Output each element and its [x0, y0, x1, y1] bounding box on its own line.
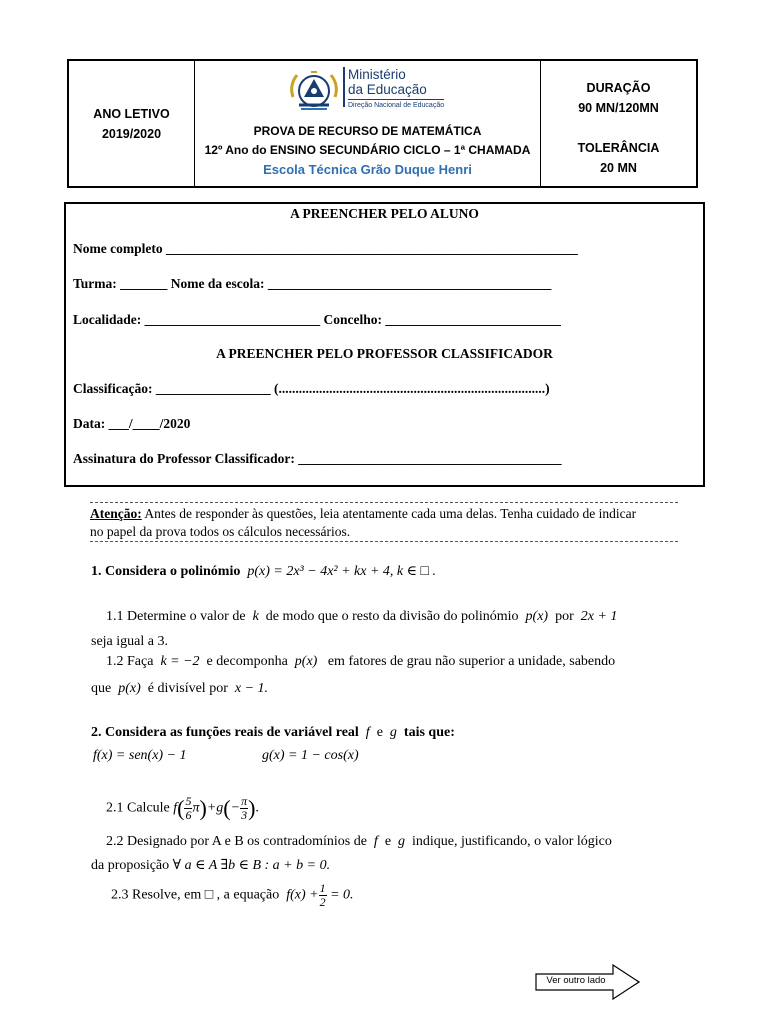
q22-and: e [384, 834, 392, 849]
q12-text-c: em fatores de grau não superior a unidade, sabendo [327, 654, 616, 669]
teacher-box-title: A PREENCHER PELO PROFESSOR CLASSIFICADOR [216, 346, 553, 361]
question-1-2: 1.2 Faça k = −2 e decomponha p(x) em fatores de grau não superior a unidade, sabendo [106, 654, 616, 669]
q11-text-c: por [555, 609, 574, 624]
attention-text2: no papel da prova todos os cálculos necessários. [90, 524, 351, 539]
grade-field[interactable]: Classificação: _________________ (...............................................................................) [73, 381, 550, 396]
signature-field[interactable]: Assinatura do Professor Classificador: _______________________________________ [73, 451, 562, 466]
q22-proposition: ∀ a ∈ A ∃b ∈ B : a + b = 0. [172, 858, 331, 873]
attention-label: Atenção: [90, 506, 142, 521]
q11-text-d: seja igual a 3. [91, 634, 168, 649]
question-2-1: 2.1 Calcule f( $\frac{5}{6}$ π)+g(− $\frac{\pi}{3}$ ). [106, 794, 259, 822]
question-2-2-cont [91, 857, 330, 874]
question-2-3: 2.3 Resolve, em □ , a equação f(x) + $\frac{1}{2}$ = 0. [111, 881, 354, 909]
full-name-field[interactable]: Nome completo _____________________________________________________________ [73, 241, 578, 256]
exam-title: PROVA DE RECURSO DE MATEMÁTICA [253, 124, 482, 138]
next-page-label: Ver outro lado [546, 975, 606, 986]
q12-text-b: e decomponha [206, 654, 288, 669]
q1-polynomial: p(x) = 2x³ − 4x² + kx + 4, k ∈ □ . [247, 564, 436, 579]
locality-field[interactable]: Localidade: __________________________ Concelho: __________________________ [73, 312, 561, 327]
q22-text-b: indique, justificando, o valor lógico [412, 834, 612, 849]
school-year-cell [69, 61, 195, 186]
school-year: 2019/2020 [101, 126, 162, 141]
question-2: 2. Considera as funções reais de variável real f e g tais que: [91, 725, 455, 740]
question-1-2-cont: que p(x) é divisível por x − 1. [91, 681, 269, 696]
duration-label: DURAÇÃO [586, 81, 651, 95]
g-definition: g(x) = 1 − cos(x) [262, 748, 359, 763]
ministry-line2: da Educação [348, 82, 427, 97]
question-1-1: 1.1 Determine o valor de k de modo que o resto da divisão do polinómio p(x) por 2x + 1 [106, 609, 618, 624]
tolerance-label: TOLERÂNCIA [577, 141, 660, 155]
q2-and: e [376, 725, 383, 740]
q11-text-b: de modo que o resto da divisão do polinómio [265, 609, 519, 624]
q11-text-a: 1.1 Determine o valor de [106, 609, 246, 624]
attention-text1: Antes de responder às questões, leia atentamente cada uma delas. Tenha cuidado de indicar [141, 506, 637, 521]
f-definition: f(x) = sen(x) − 1 [93, 748, 187, 763]
question-1 [91, 563, 436, 580]
q12-text-e: é divisível por [147, 681, 228, 696]
coat-of-arms-logo [285, 67, 343, 115]
q1-title: 1. Considera o polinómio [91, 564, 241, 579]
q23-text-a: 2.3 Resolve, em □ , a equação [111, 887, 280, 903]
school-year-label: ANO LETIVO [93, 106, 170, 121]
exam-level: 12º Ano do ENSINO SECUNDÁRIO CICLO – 1ª CHAMADA [204, 143, 531, 157]
q21-text: 2.1 Calcule [106, 800, 170, 816]
attention-note [90, 502, 678, 542]
q22-text-c: da proposição [91, 858, 170, 873]
tolerance: 20 MN [600, 161, 637, 175]
student-box-title: A PREENCHER PELO ALUNO [290, 206, 479, 221]
date-field[interactable]: Data: ___/____/2020 [73, 416, 191, 431]
q12-text-a: 1.2 Faça [106, 654, 154, 669]
exam-title-block [195, 122, 540, 179]
ministry-wordmark [348, 67, 444, 110]
class-school-field[interactable]: Turma: _______ Nome da escola: __________________________________________ [73, 276, 552, 291]
q2-title: 2. Considera as funções reais de variável real [91, 725, 359, 740]
duration: 90 MN/120MN [578, 101, 659, 115]
exam-title-cell [195, 61, 541, 186]
question-2-2: 2.2 Designado por A e B os contradomínios de f e g indique, justificando, o valor lógico [106, 834, 612, 849]
student-info-box [64, 202, 705, 487]
q2-title-end: tais que: [403, 725, 455, 740]
ministry-sub: Direção Nacional de Educação [348, 99, 444, 110]
q22-text-a: 2.2 Designado por A e B os contradomínios de [106, 834, 367, 849]
exam-header [67, 59, 698, 188]
duration-cell [541, 61, 696, 186]
ministry-line1: Ministério [348, 67, 406, 82]
school-name: Escola Técnica Grão Duque Henri [263, 162, 472, 177]
q12-text-d: que [91, 681, 112, 696]
